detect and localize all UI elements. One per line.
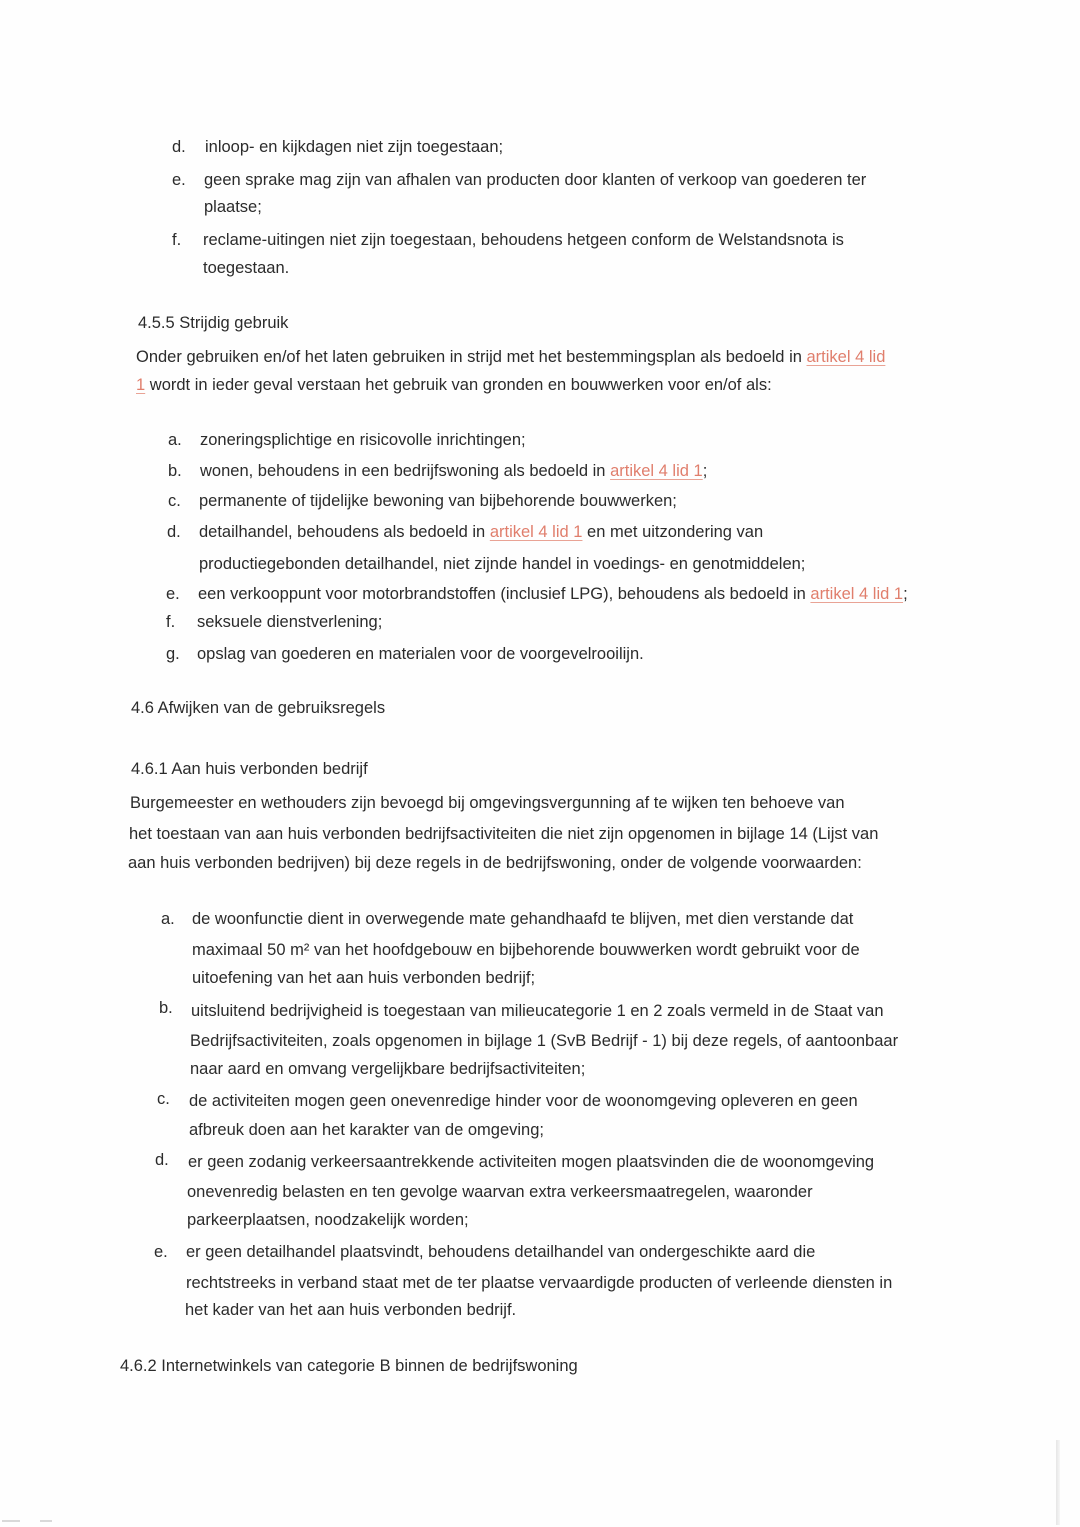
list-label: b. [168, 462, 182, 480]
list-item-text: onevenredig belasten en ten gevolge waarvan extra verkeersmaatregelen, waaronder [187, 1183, 813, 1201]
list-item-text: Bedrijfsactiviteiten, zoals opgenomen in bijlage 1 (SvB Bedrijf - 1) bij deze regels, of aantoonbaar [190, 1032, 899, 1050]
section-heading: 4.6.1 Aan huis verbonden bedrijf [131, 760, 368, 778]
list-item-text: zoneringsplichtige en risicovolle inrichtingen; [200, 431, 526, 449]
list-item-text: ; [702, 462, 708, 480]
list-label: e. [172, 171, 186, 189]
list-label: c. [168, 492, 181, 510]
list-label: f. [172, 231, 182, 249]
list-item-text: rechtstreeks in verband staat met de ter plaatse vervaardigde producten of verleende diensten in [186, 1274, 893, 1292]
list-item-text: er geen zodanig verkeersaantrekkende activiteiten mogen plaatsvinden die de woonomgeving [188, 1153, 875, 1171]
section-intro: het toestaan van aan huis verbonden bedrijfsactiviteiten die niet zijn opgenomen in bijlage 14 (Lijst van [129, 825, 879, 843]
list-item-text: toegestaan. [203, 259, 290, 277]
article-link[interactable]: 1 [136, 376, 146, 394]
section-intro [136, 375, 772, 395]
article-link[interactable]: artikel 4 lid 1 [489, 523, 583, 541]
intro-text: wordt in ieder geval verstaan het gebruik van gronden en bouwwerken voor en/of als: [145, 376, 772, 394]
section-heading: 4.6.2 Internetwinkels van categorie B binnen de bedrijfswoning [120, 1357, 578, 1375]
list-item-text: geen sprake mag zijn van afhalen van producten door klanten of verkoop van goederen ter [204, 171, 867, 189]
list-label: d. [167, 523, 181, 541]
list-label: c. [157, 1090, 170, 1108]
list-item-text: detailhandel, behoudens als bedoeld in [199, 523, 490, 541]
list-item-text: opslag van goederen en materialen voor de voorgevelrooilijn. [197, 645, 644, 663]
list-label: d. [172, 138, 186, 156]
scan-edge-shadow [1056, 1440, 1060, 1525]
article-link[interactable]: artikel 4 lid 1 [610, 462, 703, 480]
list-label: a. [168, 431, 182, 449]
list-item-text: een verkooppunt voor motorbrandstoffen (inclusief LPG), behoudens als bedoeld in [198, 585, 811, 603]
article-link[interactable]: artikel 4 lid [806, 348, 886, 366]
list-item-text: naar aard en omvang vergelijkbare bedrijfsactiviteiten; [190, 1060, 586, 1078]
list-item-text: plaatse; [204, 198, 262, 216]
section-heading: 4.5.5 Strijdig gebruik [138, 314, 289, 332]
list-item-text: permanente of tijdelijke bewoning van bijbehorende bouwwerken; [199, 492, 677, 510]
list-label: e. [166, 585, 180, 603]
section-intro [136, 347, 885, 367]
list-item-text: wonen, behoudens in een bedrijfswoning als bedoeld in [200, 462, 611, 480]
section-intro: Burgemeester en wethouders zijn bevoegd bij omgevingsvergunning af te wijken ten behoeve van [130, 794, 845, 812]
list-label: g. [166, 645, 180, 663]
list-label: f. [166, 613, 176, 631]
list-item-text: en met uitzondering van [582, 523, 764, 541]
list-item-text: seksuele dienstverlening; [197, 613, 383, 631]
list-item-text: de activiteiten mogen geen onevenredige hinder voor de woonomgeving opleveren en geen [189, 1092, 858, 1110]
list-item [200, 461, 707, 481]
list-item-text: parkeerplaatsen, noodzakelijk worden; [187, 1211, 469, 1229]
list-item-text: reclame-uitingen niet zijn toegestaan, behoudens hetgeen conform de Welstandsnota is [203, 231, 844, 249]
list-item-text: maximaal 50 m² van het hoofdgebouw en bijbehorende bouwwerken wordt gebruikt voor de [192, 941, 860, 959]
scan-artifact [2, 1520, 20, 1522]
list-item-text: het kader van het aan huis verbonden bedrijf. [185, 1301, 517, 1319]
list-label: a. [161, 910, 175, 928]
list-item-text: afbreuk doen aan het karakter van de omgeving; [189, 1121, 544, 1139]
section-heading: 4.6 Afwijken van de gebruiksregels [131, 699, 386, 717]
section-intro: aan huis verbonden bedrijven) bij deze regels in de bedrijfswoning, onder de volgende voorwaarden: [128, 854, 862, 872]
list-label: d. [155, 1151, 169, 1169]
intro-text: Onder gebruiken en/of het laten gebruiken in strijd met het bestemmingsplan als bedoeld in [136, 348, 807, 366]
list-item-text: uitsluitend bedrijvigheid is toegestaan van milieucategorie 1 en 2 zoals vermeld in de Staat van [191, 1002, 884, 1020]
list-item-text: uitoefening van het aan huis verbonden bedrijf; [192, 969, 536, 987]
list-item [198, 584, 908, 604]
list-item [199, 522, 763, 542]
list-item-text: er geen detailhandel plaatsvindt, behoudens detailhandel van ondergeschikte aard die [186, 1243, 816, 1261]
list-item-text: de woonfunctie dient in overwegende mate gehandhaafd te blijven, met dien verstande dat [192, 910, 854, 928]
list-label: b. [159, 999, 173, 1017]
list-item-text: ; [903, 585, 908, 603]
article-link[interactable]: artikel 4 lid 1 [810, 585, 904, 603]
list-item-text: productiegebonden detailhandel, niet zijnde handel in voedings- en genotmiddelen; [199, 555, 806, 573]
list-item-text: inloop- en kijkdagen niet zijn toegestaan; [205, 138, 504, 156]
scan-artifact [40, 1520, 52, 1522]
list-label: e. [154, 1243, 168, 1261]
